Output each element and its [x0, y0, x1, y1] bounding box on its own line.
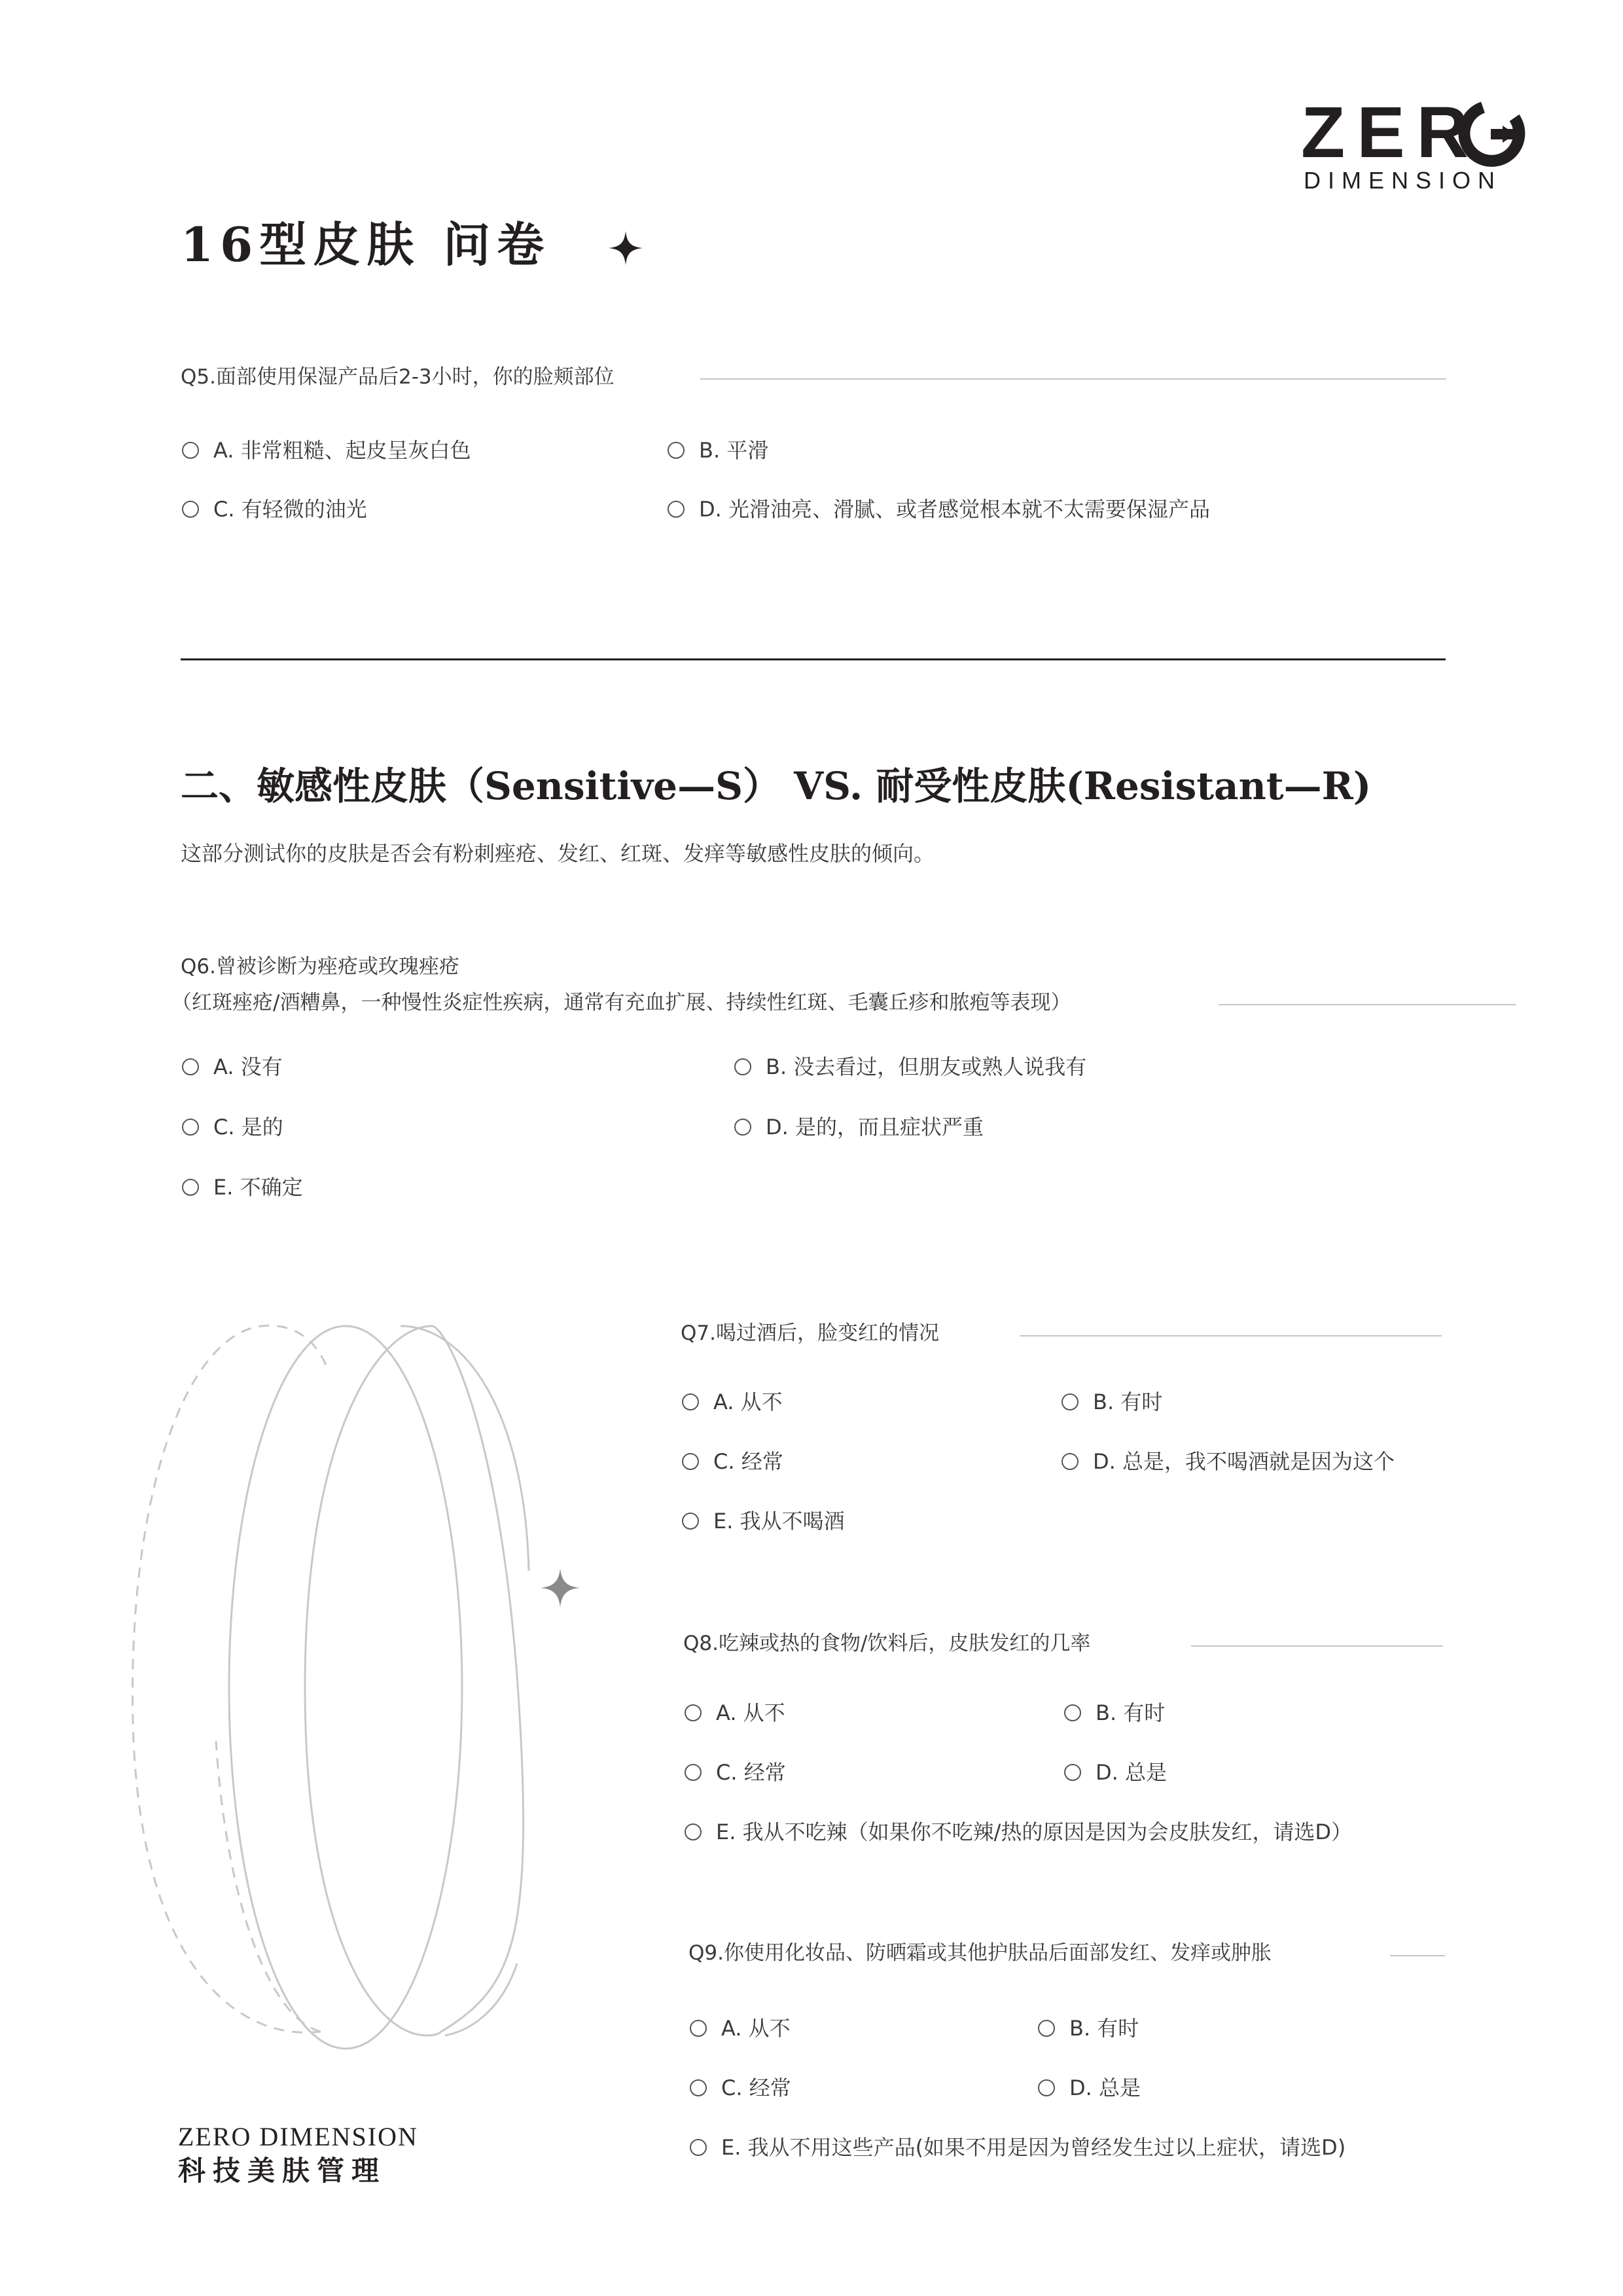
q8-option-d[interactable]	[1064, 1762, 1167, 1783]
section-divider	[181, 658, 1446, 660]
q5-option-c[interactable]	[182, 499, 367, 520]
q8-option-e[interactable]	[685, 1821, 1352, 1842]
radio-button[interactable]	[1038, 2079, 1055, 2096]
option-label: D. 总是，我不喝酒就是因为这个	[1093, 1449, 1395, 1474]
option-label: C. 经常	[721, 2075, 791, 2100]
q8-option-c[interactable]	[685, 1762, 786, 1783]
section-description: 这部分测试你的皮肤是否会有粉刺痤疮、发红、红斑、发痒等敏感性皮肤的倾向。	[181, 841, 935, 866]
radio-button[interactable]	[682, 1393, 699, 1410]
radio-button[interactable]	[690, 2079, 707, 2096]
footer-brand-cn: 科技美肤管理	[178, 2155, 387, 2187]
radio-button[interactable]	[1064, 1704, 1081, 1721]
radio-button[interactable]	[182, 1179, 199, 1196]
radio-button[interactable]	[690, 2139, 707, 2156]
radio-button[interactable]	[668, 501, 685, 518]
logo-wordmark	[1301, 92, 1480, 173]
option-label: D. 总是	[1069, 2075, 1141, 2100]
q9-option-c[interactable]	[690, 2077, 791, 2098]
option-label: E. 不确定	[213, 1175, 303, 1200]
radio-button[interactable]	[182, 442, 199, 459]
logo-subtitle: DIMENSION	[1304, 167, 1503, 194]
question-rule	[1020, 1335, 1442, 1336]
option-label: C. 经常	[716, 1760, 786, 1785]
question-q6-note: （红斑痤疮/酒糟鼻，一种慢性炎症性疾病，通常有充血扩展、持续性红斑、毛囊丘疹和脓疱等表现）	[171, 991, 1071, 1014]
q9-option-a[interactable]	[690, 2018, 791, 2039]
q5-option-b[interactable]	[668, 440, 768, 461]
question-rule	[1191, 1645, 1443, 1647]
option-label: D. 光滑油亮、滑腻、或者感觉根本就不太需要保湿产品	[699, 497, 1210, 522]
q8-option-b[interactable]	[1064, 1702, 1165, 1723]
option-label: B. 有时	[1069, 2016, 1139, 2041]
q7-option-c[interactable]	[682, 1451, 783, 1472]
q9-option-b[interactable]	[1038, 2018, 1139, 2039]
radio-button[interactable]	[182, 501, 199, 518]
option-label: A. 没有	[213, 1054, 283, 1079]
option-label: B. 平滑	[699, 438, 769, 463]
question-q7: Q7.喝过酒后，脸变红的情况	[681, 1321, 939, 1345]
radio-button[interactable]	[682, 1453, 699, 1470]
option-label: C. 是的	[213, 1115, 283, 1139]
question-rule	[700, 378, 1446, 380]
option-label: E. 我从不吃辣（如果你不吃辣/热的原因是因为会皮肤发红，请选D）	[716, 1820, 1352, 1844]
radio-button[interactable]	[734, 1058, 751, 1075]
radio-button[interactable]	[1061, 1393, 1079, 1410]
option-label: A. 从不	[713, 1390, 783, 1414]
sparkle-icon	[541, 1568, 580, 1607]
power-symbol-icon	[1454, 98, 1527, 170]
q5-option-a[interactable]	[182, 440, 471, 461]
q7-option-b[interactable]	[1061, 1391, 1162, 1412]
question-rule	[1390, 1955, 1445, 1956]
section-title: 二、敏感性皮肤（Sensitive—S） VS. 耐受性皮肤(Resistant—R)	[181, 764, 1372, 808]
radio-button[interactable]	[685, 1823, 702, 1840]
radio-button[interactable]	[685, 1764, 702, 1781]
option-label: C. 有轻微的油光	[213, 497, 367, 522]
ellipse-orbit-decoration	[105, 1309, 537, 2068]
option-label: B. 有时	[1096, 1700, 1166, 1725]
q5-option-d[interactable]	[668, 499, 1210, 520]
q6-option-b[interactable]	[734, 1056, 1086, 1077]
option-label: A. 非常粗糙、起皮呈灰白色	[213, 438, 471, 463]
q7-option-e[interactable]	[682, 1511, 845, 1532]
radio-button[interactable]	[182, 1119, 199, 1136]
option-label: C. 经常	[713, 1449, 783, 1474]
option-label: B. 有时	[1093, 1390, 1163, 1414]
radio-button[interactable]	[1038, 2020, 1055, 2037]
q9-option-e[interactable]	[690, 2137, 1346, 2158]
question-q9: Q9.你使用化妆品、防晒霜或其他护肤品后面部发红、发痒或肿胀	[688, 1941, 1272, 1965]
radio-button[interactable]	[182, 1058, 199, 1075]
option-label: B. 没去看过，但朋友或熟人说我有	[766, 1054, 1087, 1079]
radio-button[interactable]	[690, 2020, 707, 2037]
question-rule	[1219, 1004, 1516, 1005]
option-label: D. 总是	[1096, 1760, 1167, 1785]
radio-button[interactable]	[734, 1119, 751, 1136]
page-title: 16型皮肤 问卷	[181, 217, 551, 272]
q9-option-d[interactable]	[1038, 2077, 1141, 2098]
option-label: A. 从不	[716, 1700, 785, 1725]
q7-option-a[interactable]	[682, 1391, 783, 1412]
q6-option-d[interactable]	[734, 1117, 984, 1138]
sparkle-icon	[609, 231, 643, 265]
radio-button[interactable]	[668, 442, 685, 459]
q6-option-a[interactable]	[182, 1056, 283, 1077]
option-label: A. 从不	[721, 2016, 791, 2041]
radio-button[interactable]	[682, 1513, 699, 1530]
q6-option-e[interactable]	[182, 1177, 303, 1198]
q6-option-c[interactable]	[182, 1117, 283, 1138]
radio-button[interactable]	[1061, 1453, 1079, 1470]
logo-letters: ZER	[1301, 92, 1480, 173]
option-label: D. 是的，而且症状严重	[766, 1115, 984, 1139]
q7-option-d[interactable]	[1061, 1451, 1395, 1472]
q8-option-a[interactable]	[685, 1702, 785, 1723]
question-q5: Q5.面部使用保湿产品后2-3小时，你的脸颊部位	[181, 365, 615, 389]
radio-button[interactable]	[685, 1704, 702, 1721]
question-q6: Q6.曾被诊断为痤疮或玫瑰痤疮	[181, 955, 459, 978]
option-label: E. 我从不喝酒	[713, 1509, 845, 1534]
question-q8: Q8.吃辣或热的食物/饮料后，皮肤发红的几率	[683, 1632, 1091, 1655]
option-label: E. 我从不用这些产品(如果不用是因为曾经发生过以上症状，请选D)	[721, 2135, 1346, 2160]
footer-brand-en: ZERO DIMENSION	[178, 2122, 418, 2151]
radio-button[interactable]	[1064, 1764, 1081, 1781]
